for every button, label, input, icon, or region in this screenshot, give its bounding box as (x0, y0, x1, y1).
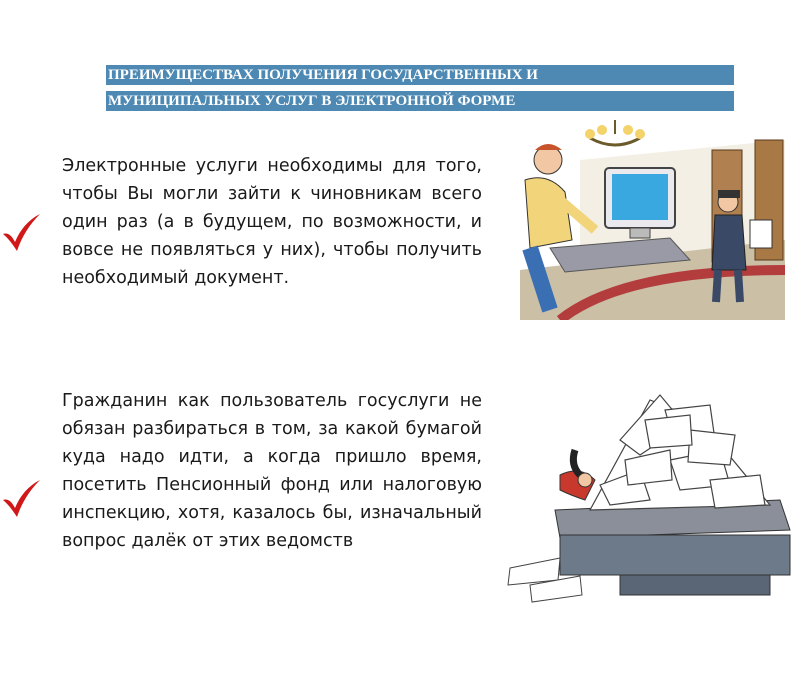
point-2-text: Гражданин как пользователь госуслуги не обязан разбираться в том, за какой бумагой куда надо идти, а когда пришло время, посетить Пенсионный фонд или налоговую инспекцию, хотя, казалось бы, изначальный вопрос далёк от этих ведомств (62, 391, 482, 551)
title-line-2: МУНИЦИПАЛЬНЫХ УСЛУГ В ЭЛЕКТРОННОЙ ФОРМЕ (106, 91, 734, 111)
paper-pile-desk-illustration (500, 380, 800, 610)
checkmark-icon (0, 212, 42, 254)
title-line-1: ПРЕИМУЩЕСТВАХ ПОЛУЧЕНИЯ ГОСУДАРСТВЕННЫХ И (106, 65, 734, 85)
point-1-text: Электронные услуги необходимы для того, чтобы Вы могли зайти к чиновникам всего один раз (а в будущем, по возможности, и вовсе не появляться у них), чтобы получить необходимый документ. (62, 156, 482, 288)
checkmark-icon (0, 478, 42, 520)
office-computer-illustration (520, 120, 785, 320)
